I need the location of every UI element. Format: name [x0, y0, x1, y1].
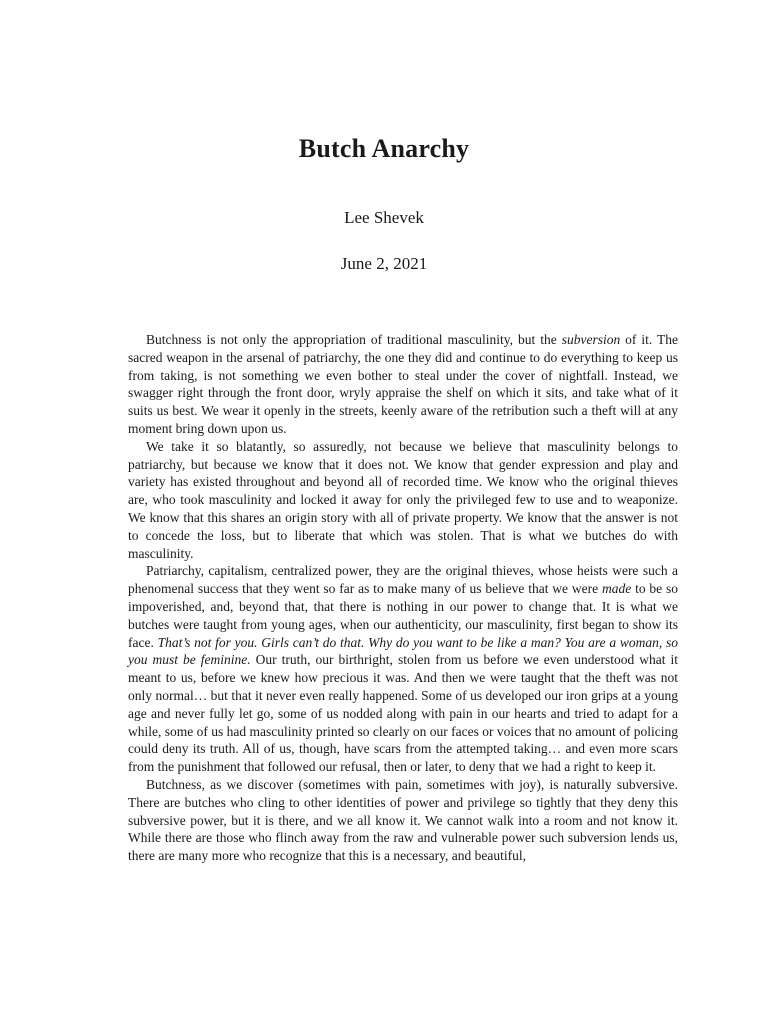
document-title: Butch Anarchy: [298, 134, 470, 163]
document-body: [128, 331, 678, 865]
paragraph: [128, 776, 678, 865]
paragraph-text: Butchness, as we discover (sometimes with pain, sometimes with joy), is naturally subversive. There are butches who cling to other identities of power and privilege so tightly that they deny this subversive power, but it is there, and we all know it. We cannot walk into a room and not know it. While there are those who flinch away from the raw and vulnerable power such subversion lends us, there are many more who recognize that this is a necessary, and beautiful,: [128, 776, 678, 864]
paragraph: [128, 438, 678, 563]
emphasis-text: made: [601, 581, 632, 597]
paragraph-text: Patriarchy, capitalism, centralized power, they are the original thieves, whose heists were such a phenomenal success that they went so far as to make many of us believe that we were: [128, 563, 678, 597]
paragraph: [128, 331, 678, 438]
emphasis-text: subversion: [561, 332, 621, 347]
document-date: June 2, 2021: [340, 254, 428, 273]
emphasis-text: That’s not for you. Girls can’t do that. Why do you want to be like a man? You are a woman, so you must be feminine.: [128, 634, 678, 668]
paragraph-text: to be so impoverished, and, beyond that, that there is nothing in our power to change that. It is what we butches were taught from young ages, when our authenticity, our masculinity, first began to show its face.: [128, 581, 679, 650]
paragraph: [128, 562, 678, 776]
paragraph-text: Our truth, our birthright, stolen from us before we even understood what it meant to us, before we knew how precious it was. And then we were taught that the theft was not only normal… but that it never even really happened. Some of us developed our iron grips at a young age and never fully let go, some of us nodded along with pain in our hearts and tried to adapt for a while, some of us had masculinity printed so clearly on our faces or voices that no amount of policing could deny its truth. All of us, though, have scars from the attempted taking… and even more scars from the punishment that followed our refusal, then or later, to deny that we had a right to keep it.: [128, 652, 678, 775]
document-author: Lee Shevek: [344, 208, 424, 227]
paragraph-text: Butchness is not only the appropriation of traditional masculinity, but the: [146, 332, 562, 347]
paragraph-text: We take it so blatantly, so assuredly, not because we believe that masculinity belongs to patriarchy, but because we know that it does not. We know that gender expression and play and variety has existed throughout and beyond all of recorded time. We know who the original thieves are, who took masculinity and locked it away for only the privileged few to use and to weaponize. We know that this shares an origin story with all of private property. We know that the answer is not to concede the loss, but to liberate that which was stolen. That is what we butches do with masculinity.: [128, 438, 678, 561]
paragraph-text: of it. The sacred weapon in the arsenal of patriarchy, the one they did and continue to do everything to keep us from taking, is not something we even bother to steal under the cover of nightfall. Instead, we swagger right through the front door, wryly appraise the shelf on which it sits, and take what of it suits us best. We wear it openly in the streets, keenly aware of the retribution such a theft will at any moment bring down upon us.: [128, 332, 679, 436]
